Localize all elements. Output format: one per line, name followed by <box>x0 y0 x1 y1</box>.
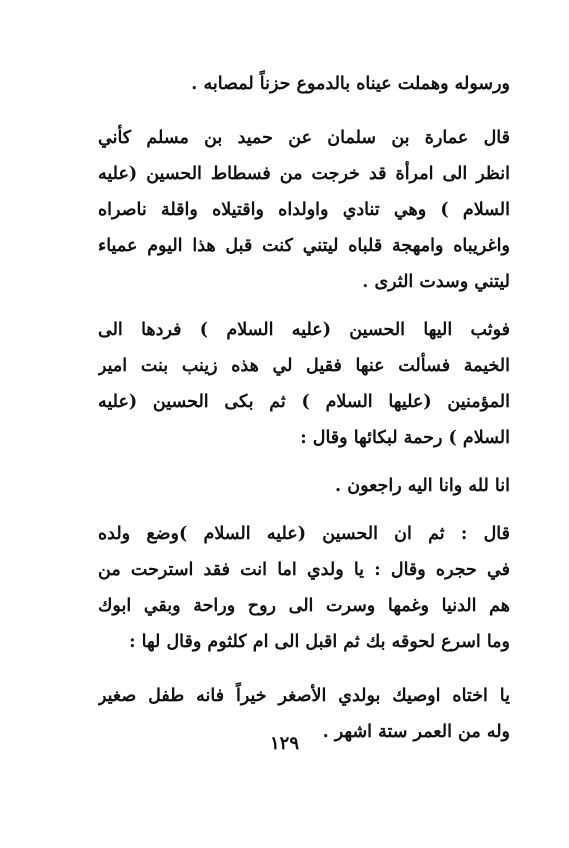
paragraph-spacer <box>98 504 510 516</box>
text-line: هم الدنيا وغمها وسرت الى روح وراحة وبقي ابوك <box>98 596 510 616</box>
text-line: السلام ) وهي تنادي واولداه واقتيلاه واقلة ناصراه <box>98 200 510 220</box>
body-text <box>98 66 510 750</box>
text-line: المؤمنين (عليها السلام ) ثم بكى الحسين (عليه <box>98 392 510 412</box>
paragraph-spacer <box>98 456 510 468</box>
paragraph-spacer <box>98 300 510 312</box>
text-line: في حجره وقال : يا ولدي اما انت فقد استرحت من <box>98 560 510 580</box>
text-line: ليتني وسدت الثرى . <box>362 272 510 292</box>
text-line: وما اسرع لحوقه بك ثم اقبل الى ام كلثوم وقال لها : <box>129 632 510 652</box>
text-line: فوثب اليها الحسين (عليه السلام ) فردها الى <box>98 320 510 340</box>
text-line: انظر الى امرأة قد خرجت من فسطاط الحسين (عليه <box>98 164 510 184</box>
text-line: السلام ) رحمة لبكائها وقال : <box>300 428 510 448</box>
text-line: واغريباه وامهجة قلباه ليتني كنت قبل هذا اليوم عمياء <box>98 236 510 256</box>
paragraph <box>98 516 510 660</box>
paragraph <box>98 312 510 456</box>
text-line: الخيمة فسألت عنها فقيل لي هذه زينب بنت امير <box>98 356 510 376</box>
paragraph-spacer <box>98 660 510 678</box>
text-line: قال عمارة بن سلمان عن حميد بن مسلم كأني <box>98 128 510 148</box>
paragraph <box>98 66 510 102</box>
text-line: وله من العمر ستة اشهر . <box>322 722 510 742</box>
paragraph <box>98 120 510 300</box>
paragraph <box>98 468 510 504</box>
text-line: ورسوله وهملت عيناه بالدموع حزناً لمصابه . <box>191 74 510 94</box>
paragraph-spacer <box>98 102 510 120</box>
text-line: يا اختاه اوصيك بولدي الأصغر خيراً فانه طفل صغير <box>98 686 510 706</box>
text-line: انا لله وانا اليه راجعون . <box>335 476 510 496</box>
page-number: ١٢٩ <box>269 733 299 754</box>
text-line: قال : ثم ان الحسين (عليه السلام )وضع ولده <box>98 524 510 544</box>
